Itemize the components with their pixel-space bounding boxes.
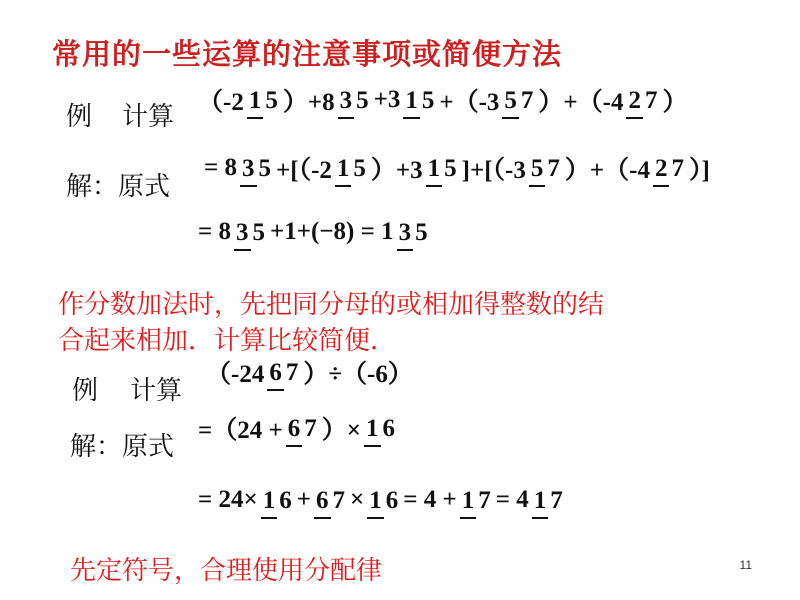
fraction-numerator: 6 [267, 359, 284, 391]
example1-solution-label: 解：原式 [66, 172, 171, 202]
fraction-numerator: 1 [532, 487, 549, 519]
math-term: ） [662, 89, 688, 116]
fraction [403, 88, 436, 113]
slide-title: 常用的一些运算的注意事项或简便方法 [52, 37, 563, 71]
math-expression [196, 82, 690, 118]
example2-solution-line1 [196, 410, 398, 446]
fraction [653, 156, 686, 181]
math-term: = 4 + [403, 486, 457, 513]
fraction-denominator: 7 [478, 486, 491, 514]
fraction-denominator: 7 [671, 154, 684, 182]
fraction-numerator: 1 [364, 415, 381, 447]
fraction [426, 156, 459, 181]
math-term: ）+（-4 [564, 157, 650, 184]
math-term: =（24 + [198, 417, 283, 444]
fraction-numerator: 5 [502, 87, 519, 119]
math-expression [196, 410, 398, 446]
fraction-numerator: 1 [247, 87, 264, 119]
example1-solution-line2 [196, 218, 431, 246]
math-term: × [350, 486, 365, 513]
note1-line2: 合起来相加．计算比较简便． [58, 326, 397, 356]
example2-expression [204, 354, 415, 390]
fraction-numerator: 3 [240, 155, 257, 187]
fraction [502, 88, 535, 113]
fraction-denominator: 6 [385, 486, 399, 514]
fraction [529, 156, 562, 181]
fraction [367, 488, 400, 513]
fraction-denominator: 5 [258, 154, 271, 182]
math-term: +1+(−8) = 1 [270, 218, 394, 245]
math-term: = 8 [204, 154, 237, 181]
math-term: = 8 [198, 218, 231, 245]
fraction-numerator: 6 [314, 487, 331, 519]
math-expression [202, 150, 712, 186]
math-term: ）+3 [370, 157, 423, 184]
fraction [247, 88, 280, 113]
fraction-denominator: 7 [304, 414, 317, 442]
math-term: +3 [373, 86, 401, 113]
fraction-numerator: 3 [234, 219, 251, 251]
fraction-denominator: 5 [415, 218, 428, 246]
fraction-denominator: 7 [550, 486, 563, 514]
math-term: +[（-2 [276, 157, 332, 184]
note1-line1: 作分数加法时，先把同分母的或相加得整数的结 [58, 290, 605, 320]
fraction-denominator: 7 [547, 154, 560, 182]
fraction-denominator: 7 [644, 86, 658, 114]
math-term: ]+[（-3 [461, 157, 526, 184]
fraction [460, 488, 493, 513]
fraction [338, 88, 371, 113]
example2-compute: 计算 [130, 376, 183, 406]
fraction-denominator: 5 [353, 154, 366, 182]
fraction-numerator: 1 [460, 487, 477, 519]
fraction-numerator: 1 [403, 87, 420, 119]
fraction-denominator: 5 [252, 218, 265, 246]
fraction-denominator: 5 [265, 86, 278, 114]
fraction [314, 488, 347, 513]
fraction [267, 360, 300, 385]
fraction-numerator: 6 [286, 415, 303, 447]
fraction-denominator: 7 [332, 486, 345, 514]
math-term: ）+8 [282, 89, 335, 116]
fraction [261, 488, 294, 513]
fraction-numerator: 5 [529, 155, 546, 187]
fraction [286, 416, 319, 441]
example1-label: 例 [66, 102, 93, 132]
math-term: （-24 [206, 361, 265, 388]
fraction [234, 220, 267, 245]
fraction [335, 156, 368, 181]
fraction-numerator: 3 [338, 87, 355, 119]
math-expression [196, 486, 566, 514]
math-expression [204, 354, 415, 390]
example2-solution-label: 解：原式 [70, 432, 175, 462]
fraction [364, 416, 397, 441]
fraction [532, 488, 565, 513]
fraction [397, 220, 430, 245]
math-term: = 4 [495, 486, 529, 513]
fraction-denominator: 7 [520, 86, 534, 114]
fraction-denominator: 5 [421, 86, 435, 114]
math-term: ）] [688, 157, 710, 184]
math-term: + [296, 486, 311, 513]
math-expression [196, 218, 431, 246]
fraction-denominator: 6 [279, 486, 292, 514]
math-term: （-2 [198, 89, 244, 116]
example2-solution-line2 [196, 486, 566, 514]
example2-label: 例 [72, 376, 99, 406]
math-term: ）+（-4 [538, 89, 624, 116]
fraction-numerator: 2 [626, 87, 643, 119]
fraction-denominator: 5 [356, 86, 369, 114]
fraction [240, 156, 273, 181]
example1-compute: 计算 [122, 102, 175, 132]
math-term: ）× [321, 417, 361, 444]
page-number: 11 [739, 558, 752, 572]
example1-solution-line1 [202, 150, 712, 186]
fraction-denominator: 5 [444, 154, 457, 182]
note2: 先定符号，合理使用分配律 [70, 556, 383, 586]
fraction-numerator: 3 [397, 219, 414, 251]
math-term: +（-3 [439, 89, 500, 116]
fraction-denominator: 7 [285, 358, 299, 386]
fraction-numerator: 1 [261, 487, 278, 519]
fraction-denominator: 6 [382, 414, 395, 442]
fraction [626, 88, 659, 113]
math-term: = 24× [198, 486, 258, 513]
math-term: ）÷（-6） [303, 361, 413, 388]
fraction-numerator: 1 [335, 155, 352, 187]
fraction-numerator: 1 [367, 487, 384, 519]
fraction-numerator: 1 [426, 155, 443, 187]
example1-expression [196, 82, 690, 118]
fraction-numerator: 2 [653, 155, 670, 187]
